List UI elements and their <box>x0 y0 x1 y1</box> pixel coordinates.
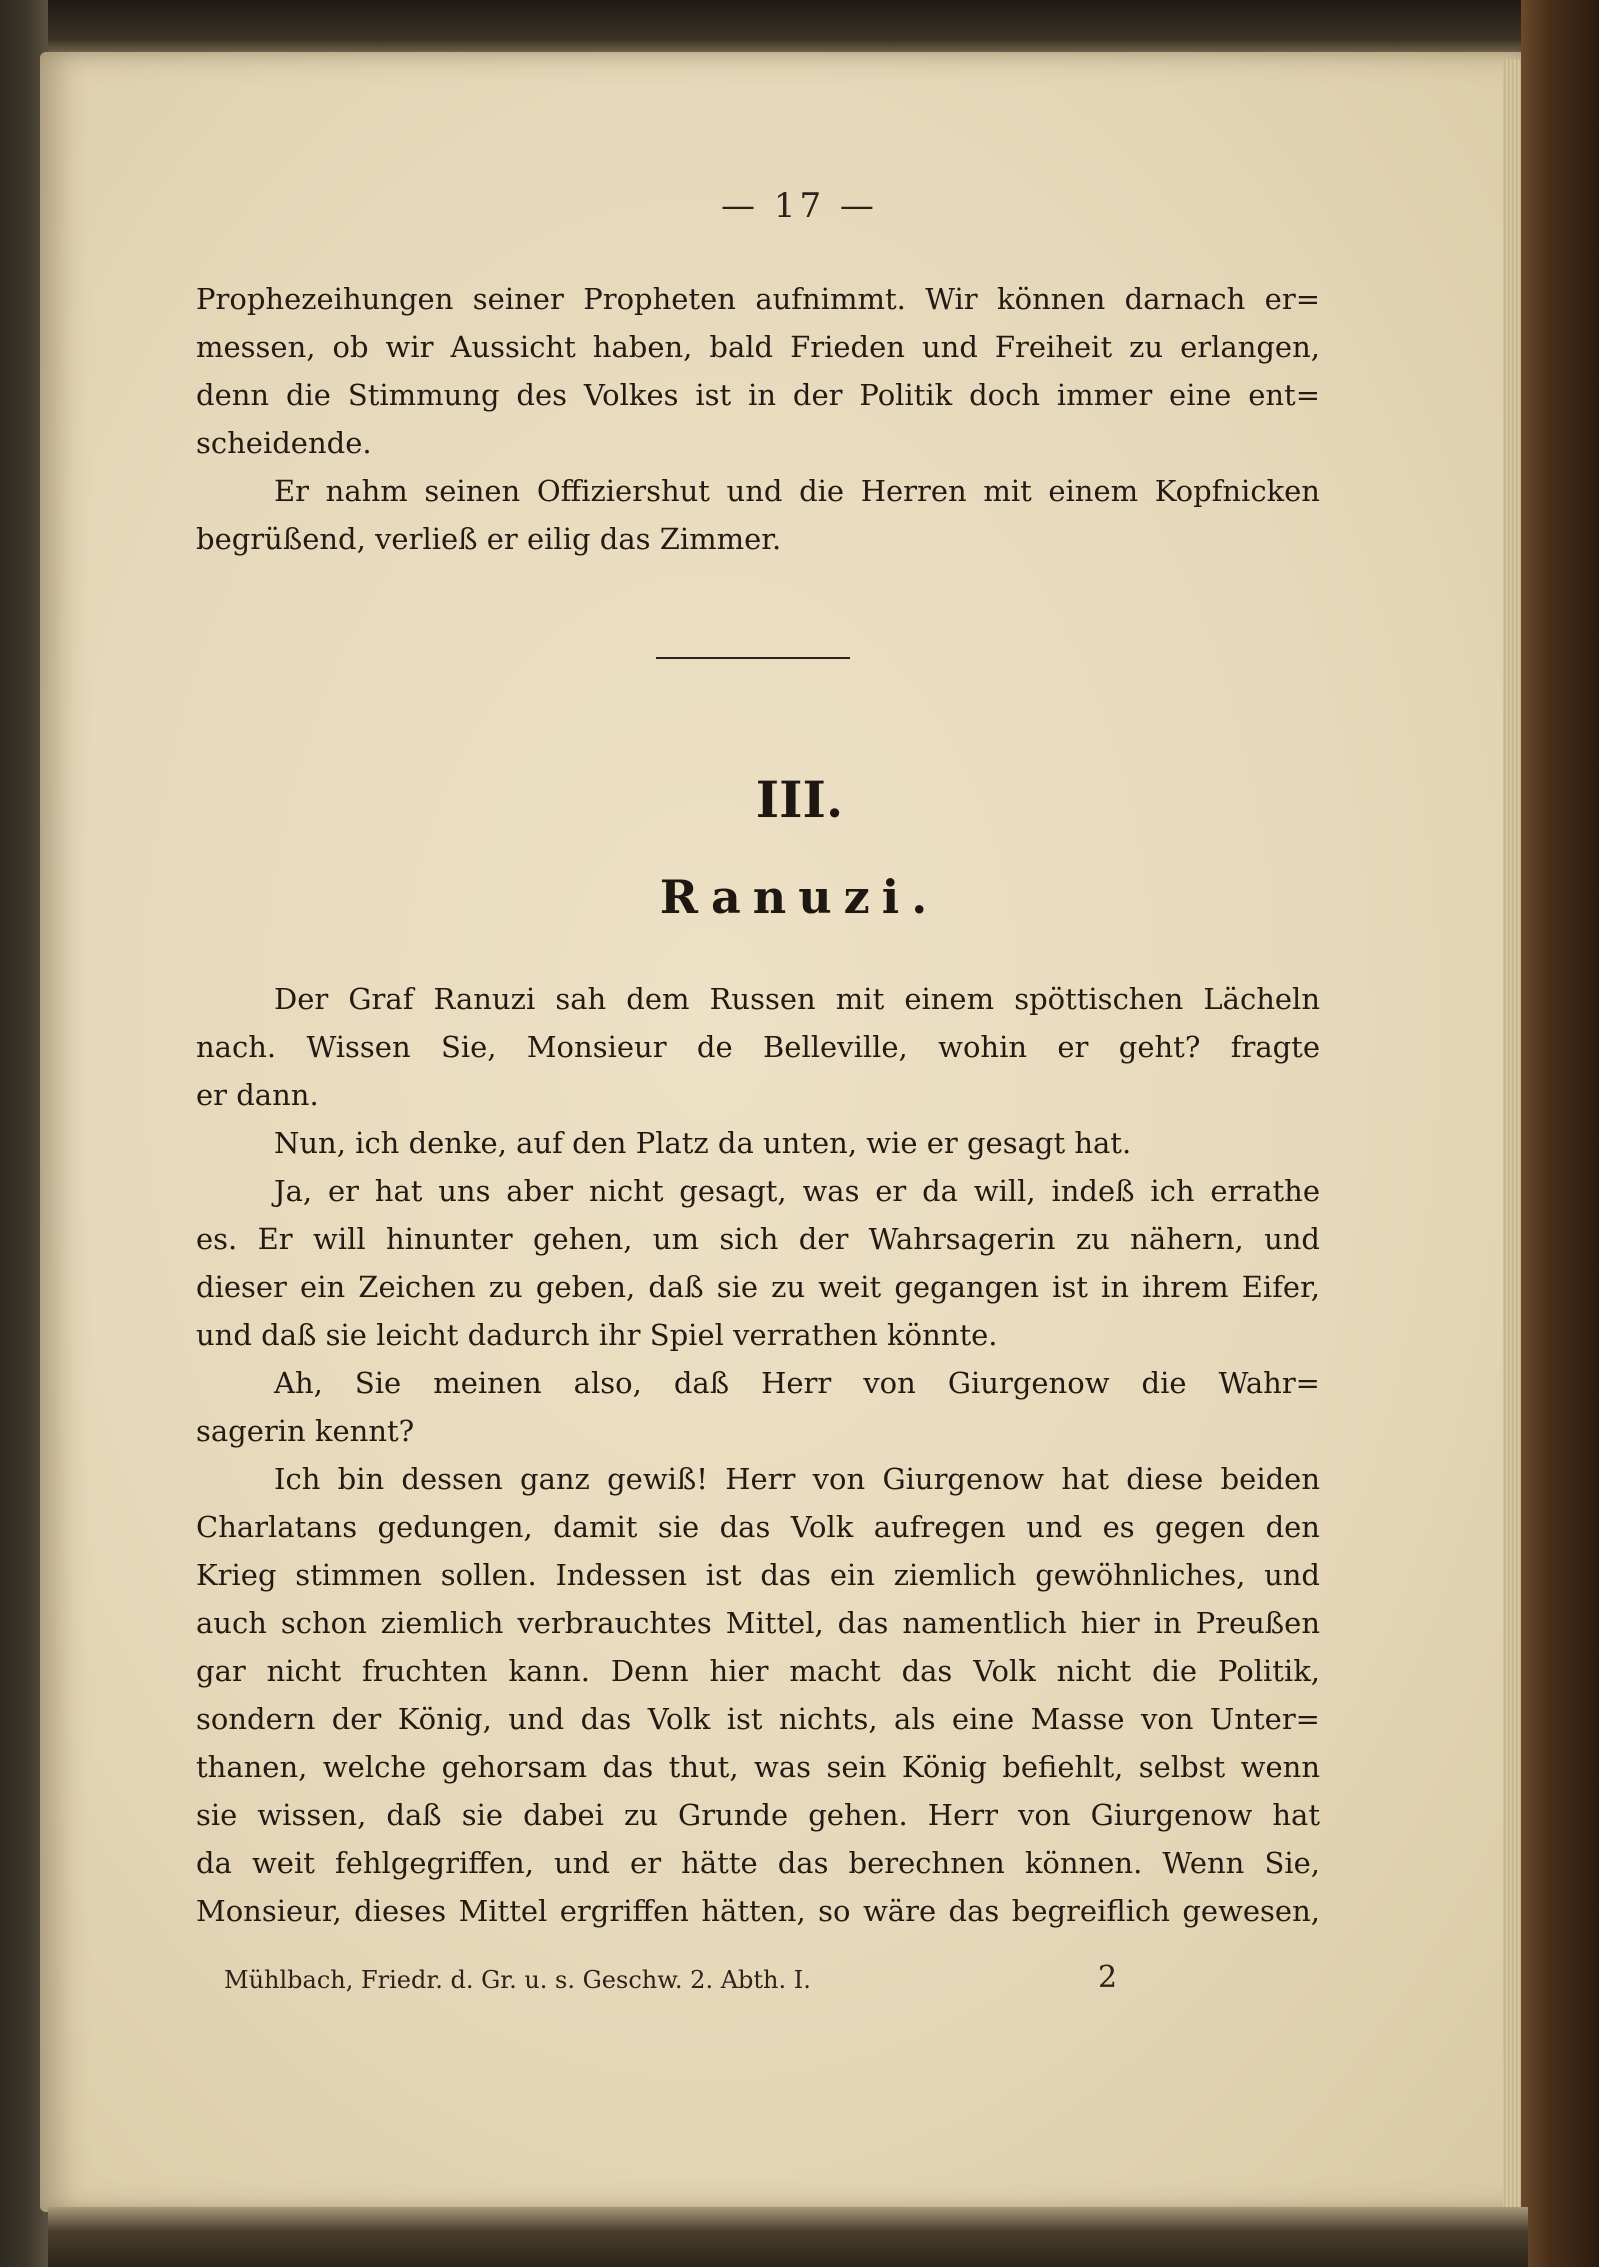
page-number: — 17 — <box>721 186 878 226</box>
text-line: Der Graf Ranuzi sah dem Russen mit einem spöttischen Lächeln <box>274 982 1320 1016</box>
text-line: sie wissen, daß sie dabei zu Grunde gehen. Herr von Giurgenow hat <box>196 1798 1320 1832</box>
text-line: es. Er will hinunter gehen, um sich der Wahrsagerin zu nähern, und <box>196 1222 1320 1256</box>
page-top-shadow <box>48 0 1528 56</box>
text-line: gar nicht fruchten kann. Denn hier macht das Volk nicht die Politik, <box>196 1654 1320 1688</box>
chapter-title: Ranuzi. <box>659 870 940 924</box>
text-line: Monsieur, dieses Mittel ergriffen hätten, so wäre das begreiflich gewesen, <box>196 1894 1320 1928</box>
text-line: Nun, ich denke, auf den Platz da unten, wie er gesagt hat. <box>274 1126 1132 1160</box>
page-bottom-shadow <box>48 2207 1528 2267</box>
text-line: Ah, Sie meinen also, daß Herr von Giurgenow die Wahr= <box>274 1366 1320 1400</box>
text-line: Ich bin dessen ganz gewiß! Herr von Giurgenow hat diese beiden <box>274 1462 1320 1496</box>
text-line: auch schon ziemlich verbrauchtes Mittel, das namentlich hier in Preußen <box>196 1606 1320 1640</box>
text-line: Charlatans gedungen, damit sie das Volk aufregen und es gegen den <box>196 1510 1320 1544</box>
text-line: Er nahm seinen Offiziershut und die Herren mit einem Kopfnicken <box>274 474 1320 508</box>
text-line: Ja, er hat uns aber nicht gesagt, was er da will, indeß ich errathe <box>274 1174 1320 1208</box>
text-line: nach. Wissen Sie, Monsieur de Belleville, wohin er geht? fragte <box>196 1030 1320 1064</box>
chapter-body <box>196 975 1320 1935</box>
text-line: thanen, welche gehorsam das thut, was sein König befiehlt, selbst wenn <box>196 1750 1320 1784</box>
text-line: scheidende. <box>196 426 372 460</box>
text-line: sagerin kennt? <box>196 1414 415 1448</box>
text-line: messen, ob wir Aussicht haben, bald Frieden und Freiheit zu erlangen, <box>196 330 1320 364</box>
top-paragraph <box>196 275 1320 563</box>
text-line: dieser ein Zeichen zu geben, daß sie zu weit gegangen ist in ihrem Eifer, <box>196 1270 1320 1304</box>
text-line: denn die Stimmung des Volkes ist in der Politik doch immer eine ent= <box>196 378 1320 412</box>
text-line: da weit fehlgegriffen, und er hätte das berechnen können. Wenn Sie, <box>196 1846 1320 1880</box>
section-divider <box>656 657 850 659</box>
text-line: Krieg stimmen sollen. Indessen ist das ein ziemlich gewöhnliches, und <box>196 1558 1320 1592</box>
text-line: er dann. <box>196 1078 319 1112</box>
text-line: Prophezeihungen seiner Propheten aufnimmt. Wir können darnach er= <box>196 282 1320 316</box>
sheet-mark: 2 <box>1098 1960 1118 1995</box>
printer-signature: Mühlbach, Friedr. d. Gr. u. s. Geschw. 2. Abth. I. <box>224 1966 811 1994</box>
text-line: sondern der König, und das Volk ist nichts, als eine Masse von Unter= <box>196 1702 1320 1736</box>
text-line: begrüßend, verließ er eilig das Zimmer. <box>196 522 782 556</box>
chapter-number: III. <box>755 770 844 829</box>
text-line: und daß sie leicht dadurch ihr Spiel verrathen könnte. <box>196 1318 998 1352</box>
book-cover-edge <box>1521 0 1599 2267</box>
